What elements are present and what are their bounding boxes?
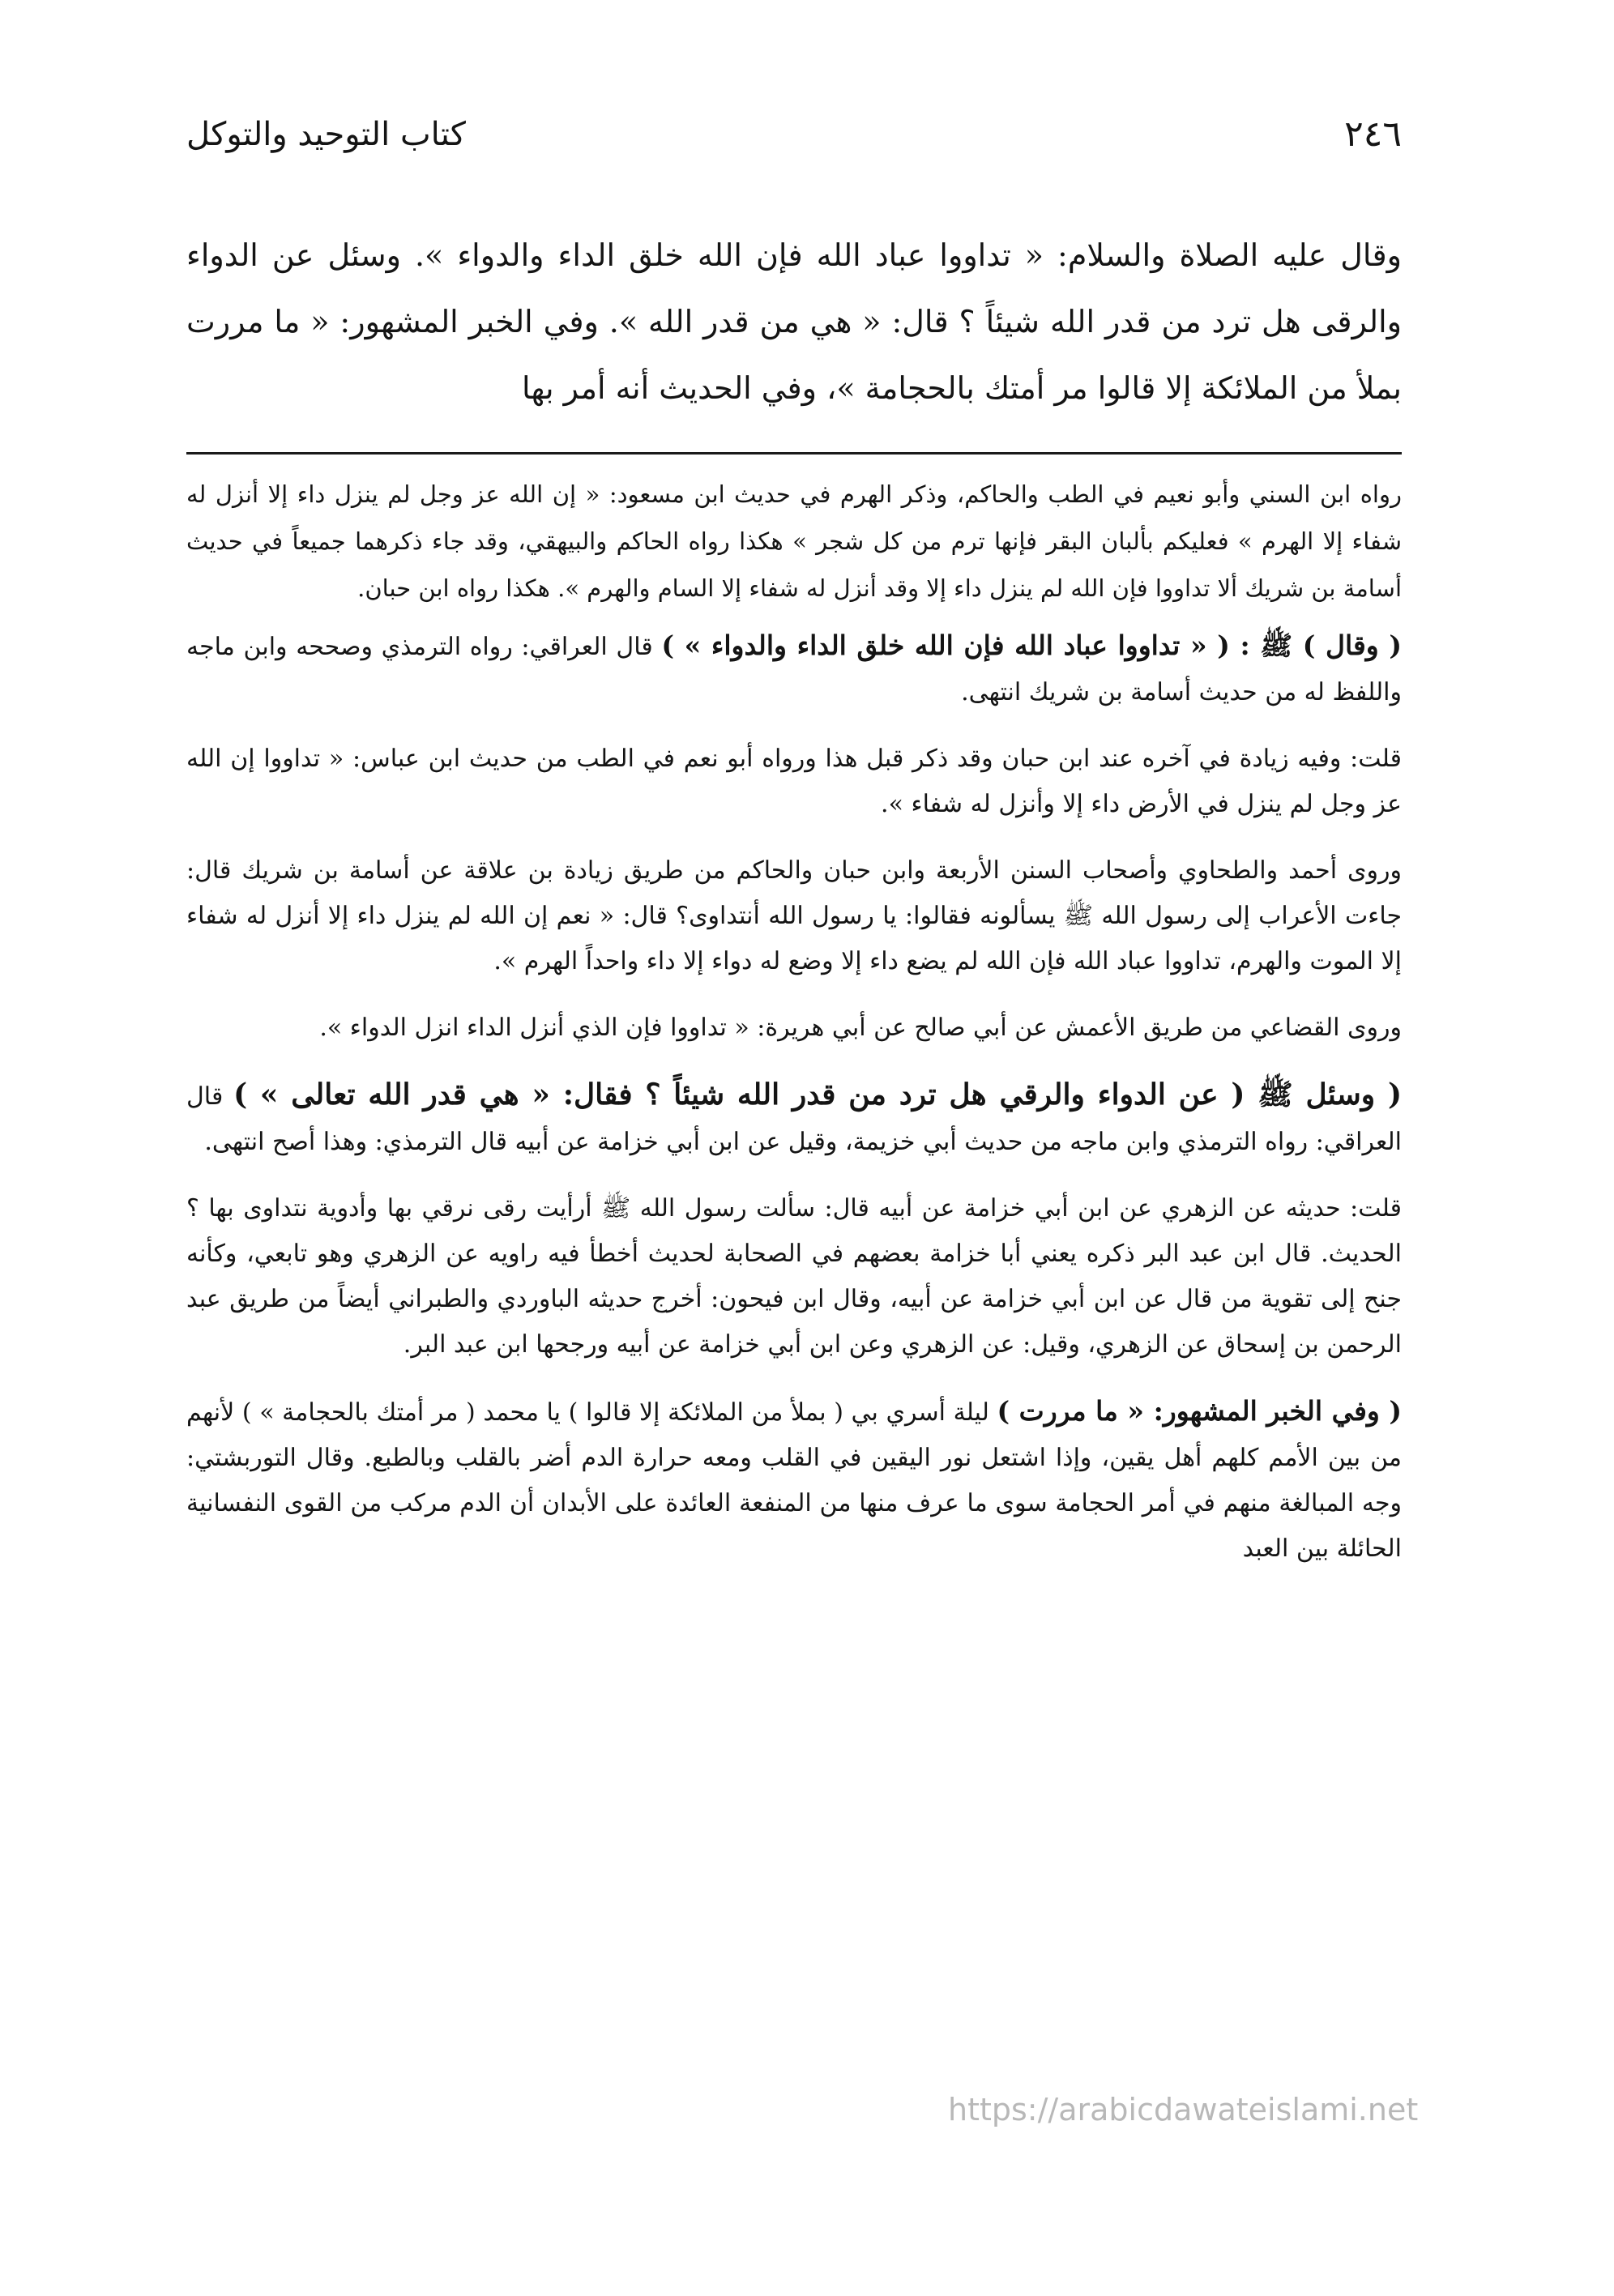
book-page: [186, 89, 1402, 2212]
commentary-text: وروى القضاعي من طريق الأعمش عن أبي صالح عن أبي هريرة: « تداووا فإن الذي أنزل الداء انزل الدواء ».: [319, 1014, 1402, 1042]
commentary-text: ليلة أسري بي ( بملأ من الملائكة إلا قالوا ) يا محمد ( مر أمتك بالحجامة » ) لأنهم من بين الأمم كلهم أهل يقين، وإذا اشتعل نور اليقين في القلب ومعه حرارة الدم أضر بالقلب وبالطبع. وقال التوربشتي: وجه المبالغة منهم في أمر الحجامة سوى ما عرف منها من المنفعة العائدة على الأبدان أن الدم مركب من القوى النفسانية الحائلة بين العبد: [186, 1398, 1402, 1563]
commentary-paragraph-5: [186, 1072, 1402, 1165]
commentary-paragraph-4: [186, 1005, 1402, 1051]
commentary-text: قال العراقي: رواه الترمذي وابن ماجه من حديث أبي خزيمة، وقيل عن ابن أبي خزامة عن أبيه قال الترمذي: وهذا أصح انتهى.: [186, 1082, 1402, 1156]
footnote-divider: [186, 452, 1402, 455]
commentary-text: قلت: وفيه زيادة في آخره عند ابن حبان وقد ذكر قبل هذا ورواه أبو نعم في الطب من حديث ابن عباس: « تداووا إن الله عز وجل لم ينزل في الأرض داء إلا وأنزل له شفاء ».: [186, 745, 1402, 818]
footnote-paragraph: رواه ابن السني وأبو نعيم في الطب والحاكم، وذكر الهرم في حديث ابن مسعود: « إن الله عز وجل لم ينزل داء إلا أنزل له شفاء إلا الهرم » فعليكم بألبان البقر فإنها ترم من كل شجر » هكذا رواه الحاكم والبيهقي، وقد جاء ذكرهما جميعاً في حديث أسامة بن شريك ألا تداووا فإن الله لم ينزل داء إلا وقد أنزل له شفاء إلا السام والهرم ». هكذا رواه ابن حبان.: [186, 480, 1402, 602]
watermark-url: https://arabicdawateislami.net: [948, 2092, 1419, 2127]
commentary-paragraph-2: [186, 736, 1402, 827]
main-text: وقال عليه الصلاة والسلام: « تداووا عباد الله فإن الله خلق الداء والدواء ». وسئل عن الدواء والرقى هل ترد من قدر الله شيئاً ؟ قال: « هي من قدر الله ». وفي الخبر المشهور: « ما مررت بملأ من الملائكة إلا قالوا مر أمتك بالحجامة »، وفي الحديث أنه أمر بها: [186, 237, 1402, 406]
commentary-quote: ( وفي الخبر المشهور: « ما مررت ): [997, 1395, 1402, 1427]
commentary-paragraph-3: [186, 848, 1402, 984]
commentary-quote: ( وقال ) ﷺ : ( « تداووا عباد الله فإن الله خلق الداء والدواء » ): [661, 629, 1402, 661]
commentary-text: وروى أحمد والطحاوي وأصحاب السنن الأربعة وابن حبان والحاكم من طريق زيادة بن علاقة عن أسامة بن شريك قال: جاءت الأعراب إلى رسول الله ﷺ يسألونه فقالوا: يا رسول الله أنتداوى؟ قال: « نعم إن الله لم ينزل داء إلا أنزل له شفاء إلا الموت والهرم، تداووا عباد الله فإن الله لم يضع داء إلا وضع له دواء إلا داء واحداً الهرم ».: [186, 856, 1402, 975]
commentary-text: قلت: حديثه عن الزهري عن ابن أبي خزامة عن أبيه قال: سألت رسول الله ﷺ أرأيت رقى نرقي بها وأدوية نتداوى بها ؟ الحديث. قال ابن عبد البر ذكره يعني أبا خزامة بعضهم في الصحابة لحديث أخطأ فيه راويه عن الزهري وهو تابعي، وكأنه جنح إلى تقوية من قال عن ابن أبي خزامة عن أبيه، وقال ابن فيحون: أخرج حديثه الباوردي والطبراني أيضاً من طريق عبد الرحمن بن إسحاق عن الزهري، وقيل: عن الزهري وعن ابن أبي خزامة عن أبيه ورجحها ابن عبد البر.: [186, 1194, 1402, 1359]
page-number: ٢٤٦: [1344, 113, 1402, 155]
commentary-quote: ( وسئل ﷺ ( عن الدواء والرقي هل ترد من قدر الله شيئاً ؟ فقال: « هي قدر الله تعالى » ): [233, 1078, 1402, 1112]
page-header: [186, 89, 1402, 154]
commentary-paragraph-6: [186, 1186, 1402, 1368]
commentary-paragraph-1: [186, 623, 1402, 715]
commentary-paragraph-7: [186, 1389, 1402, 1572]
book-title: كتاب التوحيد والتوكل: [186, 116, 466, 153]
commentary-text: قال العراقي: رواه الترمذي وصححه وابن ماجه واللفظ له من حديث أسامة بن شريك انتهى.: [186, 633, 1402, 706]
